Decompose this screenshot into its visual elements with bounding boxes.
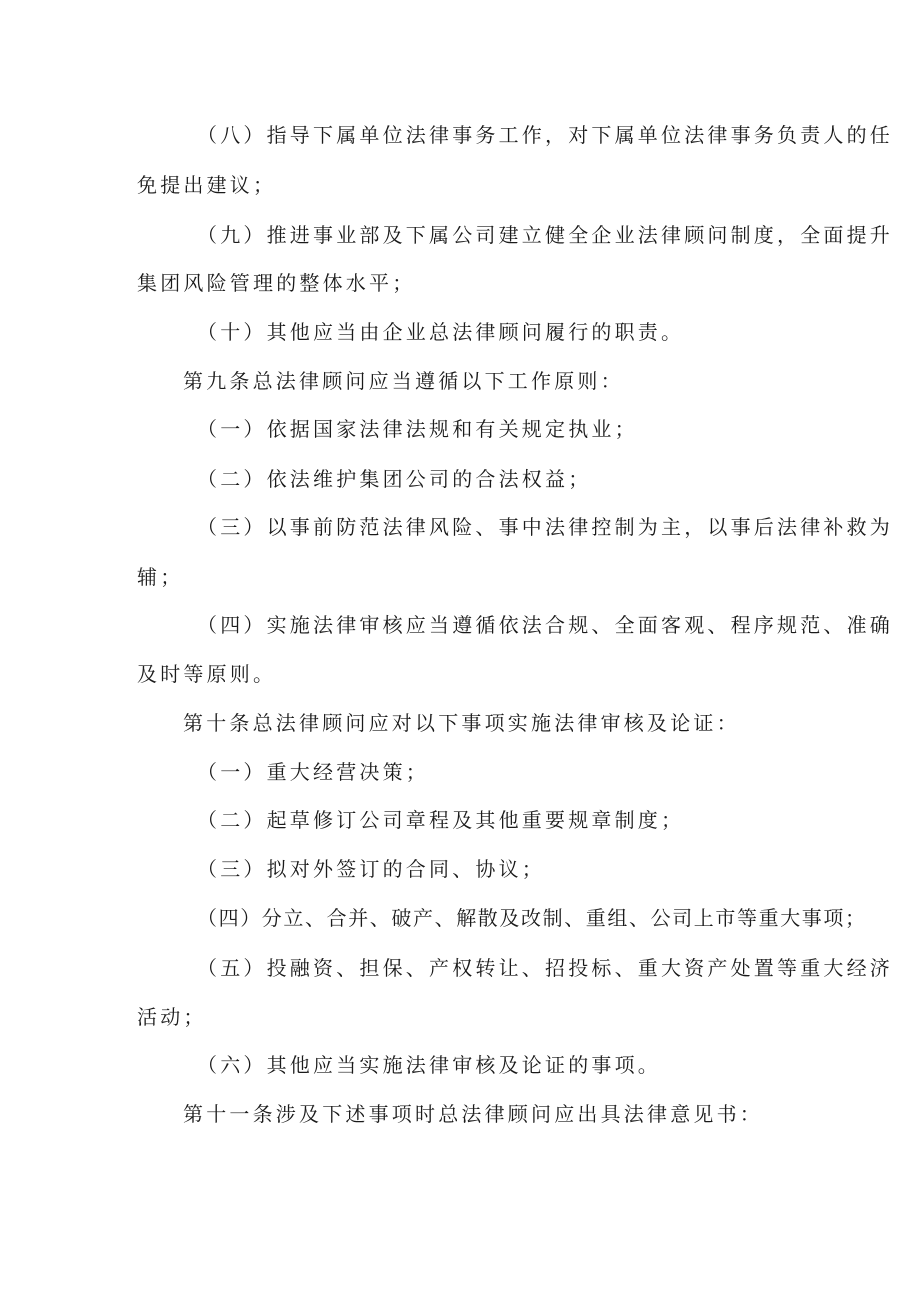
- text-line: （五）投融资、担保、产权转让、招投标、重大资产处置等重大经济: [197, 956, 893, 980]
- text-line: 及时等原则。: [137, 662, 277, 686]
- text-line: （一）依据国家法律法规和有关规定执业；: [197, 417, 638, 441]
- text-line: （八）指导下属单位法律事务工作，对下属单位法律事务负责人的任: [197, 123, 893, 147]
- section-heading: 第九条总法律顾问应当遵循以下工作原则：: [183, 369, 624, 393]
- text-line: 集团风险管理的整体水平；: [137, 271, 416, 295]
- section-heading: 第十条总法律顾问应对以下事项实施法律审核及论证：: [183, 711, 740, 735]
- text-line: （四）分立、合并、破产、解散及改制、重组、公司上市等重大事项；: [197, 906, 867, 930]
- text-line: （三）以事前防范法律风险、事中法律控制为主，以事后法律补救为: [197, 515, 893, 539]
- text-line: （二）起草修订公司章程及其他重要规章制度；: [197, 808, 685, 832]
- text-line: （九）推进事业部及下属公司建立健全企业法律顾问制度，全面提升: [197, 223, 893, 247]
- text-line: （三）拟对外签订的合同、协议；: [197, 857, 545, 881]
- text-line: 辅；: [137, 565, 184, 589]
- text-line: 免提出建议；: [137, 173, 277, 197]
- section-heading: 第十一条涉及下述事项时总法律顾问应出具法律意见书：: [183, 1102, 763, 1126]
- text-line: （一）重大经营决策；: [197, 760, 429, 784]
- text-line: （二）依法维护集团公司的合法权益；: [197, 467, 592, 491]
- text-line: （四）实施法律审核应当遵循依法合规、全面客观、程序规范、准确: [197, 613, 893, 637]
- text-line: （十）其他应当由企业总法律顾问履行的职责。: [197, 320, 685, 344]
- text-line: 活动；: [137, 1005, 207, 1029]
- text-line: （六）其他应当实施法律审核及论证的事项。: [197, 1053, 661, 1077]
